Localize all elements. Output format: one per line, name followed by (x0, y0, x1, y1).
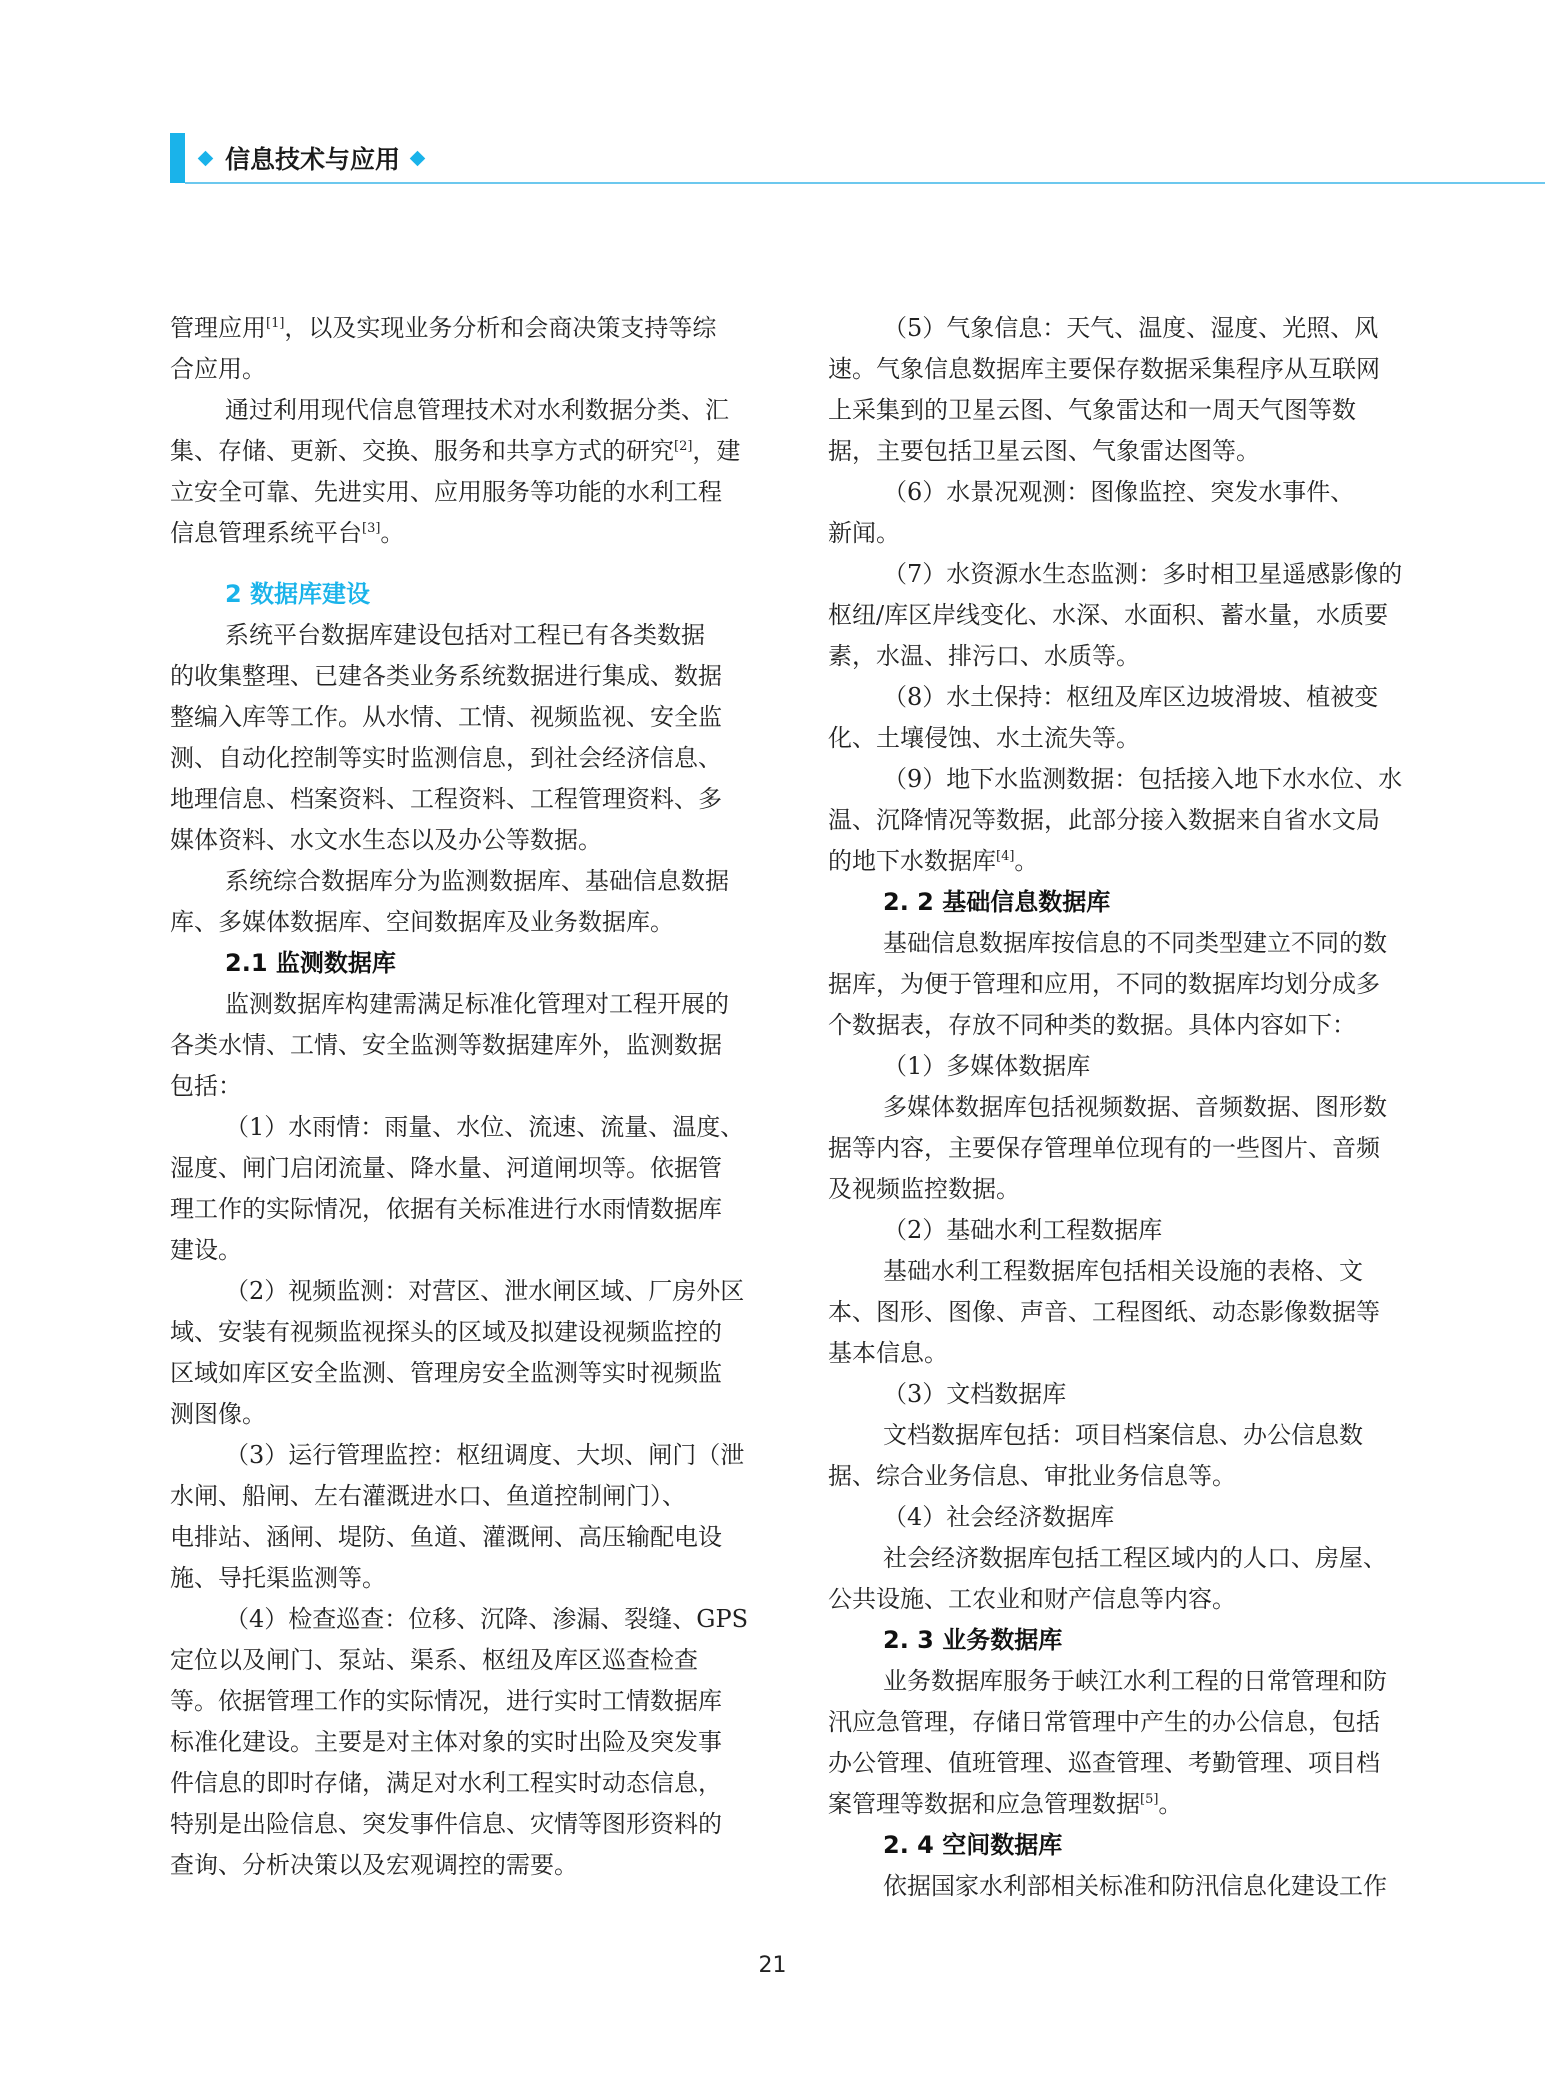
text-line: 汛应急管理，存储日常管理中产生的办公信息，包括 (828, 1708, 1380, 1736)
text-line: 据、综合业务信息、审批业务信息等。 (828, 1462, 1236, 1490)
text-line: 区域如库区安全监测、管理房安全监测等实时视频监 (170, 1359, 722, 1387)
text-line: （9）地下水监测数据：包括接入地下水水位、水 (883, 765, 1403, 793)
text-line: （4）检查巡查：位移、沉降、渗漏、裂缝、GPS (225, 1605, 749, 1633)
text-line: 整编入库等工作。从水情、工情、视频监视、安全监 (170, 703, 722, 731)
text-line: 湿度、闸门启闭流量、降水量、河道闸坝等。依据管 (170, 1154, 722, 1182)
text-line: 包括： (170, 1072, 242, 1100)
text-line: （7）水资源水生态监测：多时相卫星遥感影像的 (883, 560, 1403, 588)
text-line: （2）视频监测：对营区、泄水闸区域、厂房外区 (225, 1277, 745, 1305)
text-line: 通过利用现代信息管理技术对水利数据分类、汇 (225, 396, 729, 424)
text-line: 等。依据管理工作的实际情况，进行实时工情数据库 (170, 1687, 722, 1715)
diamond-icon (410, 150, 426, 166)
text-line: 测图像。 (170, 1400, 266, 1428)
text-line: （8）水土保持：枢纽及库区边坡滑坡、植被变 (883, 683, 1379, 711)
text-line: 的收集整理、已建各类业务系统数据进行集成、数据 (170, 662, 722, 690)
text-line: （1）水雨情：雨量、水位、流速、流量、温度、 (225, 1113, 745, 1141)
text-line: 监测数据库构建需满足标准化管理对工程开展的 (225, 990, 729, 1018)
text-line: 依据国家水利部相关标准和防汛信息化建设工作 (883, 1872, 1387, 1900)
text-line: （4）社会经济数据库 (883, 1503, 1115, 1531)
text-line: 基础信息数据库按信息的不同类型建立不同的数 (883, 929, 1387, 957)
citation-ref: [3] (362, 521, 381, 536)
subsection-heading: 2. 2 基础信息数据库 (883, 888, 1111, 916)
text-line: 各类水情、工情、安全监测等数据建库外，监测数据 (170, 1031, 722, 1059)
running-header (200, 139, 423, 177)
text-line: 办公管理、值班管理、巡查管理、考勤管理、项目档 (828, 1749, 1380, 1777)
text-line: 案管理等数据和应急管理数据[5]。 (828, 1790, 1183, 1818)
text-line: 合应用。 (170, 355, 266, 383)
text-line: 域、安装有视频监视探头的区域及拟建设视频监控的 (170, 1318, 722, 1346)
text-line: （2）基础水利工程数据库 (883, 1216, 1163, 1244)
text-line: （1）多媒体数据库 (883, 1052, 1091, 1080)
text-line: 据等内容，主要保存管理单位现有的一些图片、音频 (828, 1134, 1380, 1162)
text-line: （3）运行管理监控：枢纽调度、大坝、闸门（泄 (225, 1441, 745, 1469)
header-accent-bar (170, 133, 185, 183)
text-line: 基础水利工程数据库包括相关设施的表格、文 (883, 1257, 1363, 1285)
text-line: 多媒体数据库包括视频数据、音频数据、图形数 (883, 1093, 1387, 1121)
text-line: 施、导托渠监测等。 (170, 1564, 386, 1592)
text-line: 查询、分析决策以及宏观调控的需要。 (170, 1851, 578, 1879)
text-line: 化、土壤侵蚀、水土流失等。 (828, 724, 1140, 752)
text-line: 基本信息。 (828, 1339, 948, 1367)
text-line: 及视频监控数据。 (828, 1175, 1020, 1203)
text-line: 立安全可靠、先进实用、应用服务等功能的水利工程 (170, 478, 722, 506)
text-line: 管理应用[1]，以及实现业务分析和会商决策支持等综 (170, 314, 717, 342)
text-line: 据，主要包括卫星云图、气象雷达图等。 (828, 437, 1260, 465)
text-line: 本、图形、图像、声音、工程图纸、动态影像数据等 (828, 1298, 1380, 1326)
text-line: 测、自动化控制等实时监测信息，到社会经济信息、 (170, 744, 722, 772)
text-line: 信息管理系统平台[3]。 (170, 519, 405, 547)
text-line: 水闸、船闸、左右灌溉进水口、鱼道控制闸门）、 (170, 1482, 686, 1510)
text-line: 上采集到的卫星云图、气象雷达和一周天气图等数 (828, 396, 1356, 424)
text-line: 系统平台数据库建设包括对工程已有各类数据 (225, 621, 705, 649)
text-line: 理工作的实际情况，依据有关标准进行水雨情数据库 (170, 1195, 722, 1223)
citation-ref: [1] (266, 316, 285, 331)
text-line: 件信息的即时存储，满足对水利工程实时动态信息， (170, 1769, 722, 1797)
diamond-icon (198, 150, 214, 166)
text-line: 地理信息、档案资料、工程资料、工程管理资料、多 (170, 785, 722, 813)
right-column (828, 308, 1454, 1907)
text-line: （5）气象信息：天气、温度、湿度、光照、风 (883, 314, 1379, 342)
page-number: 21 (758, 1953, 787, 1978)
text-line: 标准化建设。主要是对主体对象的实时出险及突发事 (170, 1728, 722, 1756)
section-heading: 2 数据库建设 (225, 580, 371, 608)
text-line: 公共设施、工农业和财产信息等内容。 (828, 1585, 1236, 1613)
citation-ref: [4] (996, 849, 1015, 864)
text-line: 媒体资料、水文水生态以及办公等数据。 (170, 826, 602, 854)
subsection-heading: 2.1 监测数据库 (225, 949, 396, 977)
header-title: 信息技术与应用 (225, 145, 401, 174)
text-line: 建设。 (170, 1236, 242, 1264)
citation-ref: [5] (1140, 1792, 1159, 1807)
text-line: 个数据表，存放不同种类的数据。具体内容如下： (828, 1011, 1356, 1039)
text-line: 社会经济数据库包括工程区域内的人口、房屋、 (883, 1544, 1387, 1572)
text-line: 速。气象信息数据库主要保存数据采集程序从互联网 (828, 355, 1380, 383)
text-line: 电排站、涵闸、堤防、鱼道、灌溉闸、高压输配电设 (170, 1523, 722, 1551)
text-line: 特别是出险信息、突发事件信息、灾情等图形资料的 (170, 1810, 722, 1838)
header-rule (185, 182, 1545, 184)
subsection-heading: 2. 4 空间数据库 (883, 1831, 1063, 1859)
text-line: 枢纽/库区岸线变化、水深、水面积、蓄水量，水质要 (828, 601, 1389, 629)
subsection-heading: 2. 3 业务数据库 (883, 1626, 1063, 1654)
text-line: （6）水景况观测：图像监控、突发水事件、 (883, 478, 1355, 506)
text-line: 素，水温、排污口、水质等。 (828, 642, 1140, 670)
text-line: 的地下水数据库[4]。 (828, 847, 1039, 875)
text-line: 温、沉降情况等数据，此部分接入数据来自省水文局 (828, 806, 1380, 834)
text-line: 新闻。 (828, 519, 900, 547)
text-line: 定位以及闸门、泵站、渠系、枢纽及库区巡查检查 (170, 1646, 698, 1674)
text-line: 库、多媒体数据库、空间数据库及业务数据库。 (170, 908, 674, 936)
text-line: （3）文档数据库 (883, 1380, 1067, 1408)
text-line: 文档数据库包括：项目档案信息、办公信息数 (883, 1421, 1363, 1449)
left-column (170, 308, 796, 1886)
text-line: 据库，为便于管理和应用，不同的数据库均划分成多 (828, 970, 1380, 998)
citation-ref: [2] (674, 439, 693, 454)
text-line: 业务数据库服务于峡江水利工程的日常管理和防 (883, 1667, 1387, 1695)
text-line: 集、存储、更新、交换、服务和共享方式的研究[2]，建 (170, 437, 741, 465)
text-line: 系统综合数据库分为监测数据库、基础信息数据 (225, 867, 729, 895)
